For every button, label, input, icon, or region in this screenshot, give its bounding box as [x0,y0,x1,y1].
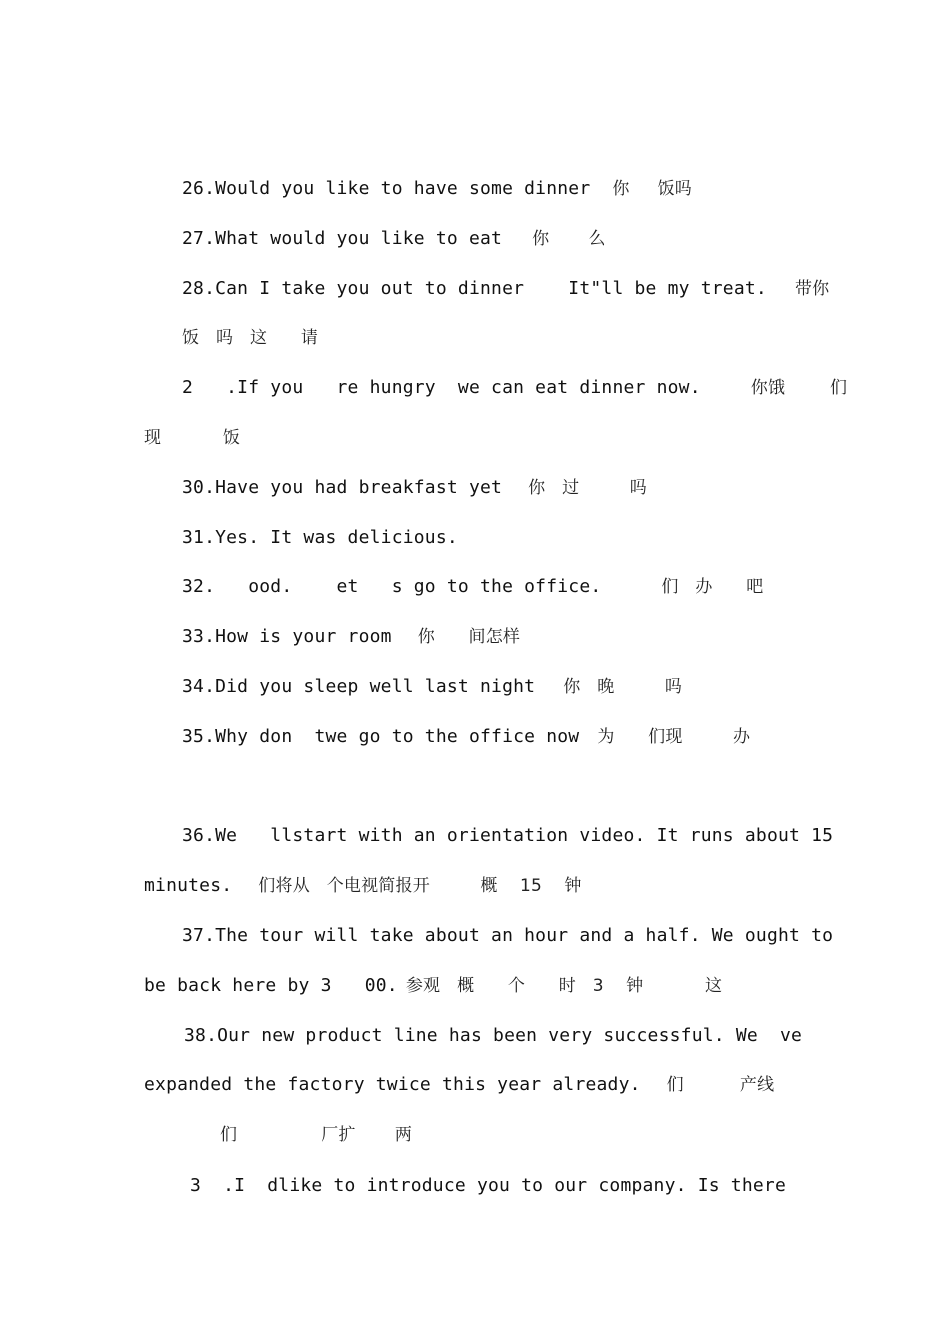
line-29: 2 .If you re hungry we can eat dinner now. 你饿 们 [182,377,848,398]
line-27: 27.What would you like to eat 你 么 [182,228,606,249]
line-34: 34.Did you sleep well last night 你 晚 吗 [182,676,683,697]
line-31: 31.Yes. It was delicious. [182,527,458,548]
line-36: 36.We llstart with an orientation video. It runs about 15 [182,825,834,846]
line-39: 3 .I dlike to introduce you to our company. Is there [190,1175,786,1196]
line-29-continued: 现 饭 [144,428,241,448]
line-35: 35.Why don twe go to the office now 为 们现 办 [182,726,751,747]
line-38: 38.Our new product line has been very successful. We ve [184,1025,803,1046]
line-32: 32. ood. et s go to the office. 们 办 吧 [182,576,764,597]
line-36-continued: minutes. 们将从 个电视简报开 概 15 钟 [144,875,582,896]
line-26: 26.Would you like to have some dinner 你 饭吗 [182,178,692,199]
line-38-continued: expanded the factory twice this year already. 们 产线 [144,1074,775,1095]
line-38-continued-2: 们 厂扩 两 [220,1125,413,1145]
line-33: 33.How is your room 你 间怎样 [182,626,521,647]
line-30: 30.Have you had breakfast yet 你 过 吗 [182,477,647,498]
line-37-continued: be back here by 3 00. 参观 概 个 时 3 钟 这 [144,975,723,996]
line-28: 28.Can I take you out to dinner It"ll be my treat. 带你 [182,278,830,299]
line-37: 37.The tour will take about an hour and a half. We ought to [182,925,834,946]
line-28-continued: 饭 吗 这 请 [182,328,319,348]
